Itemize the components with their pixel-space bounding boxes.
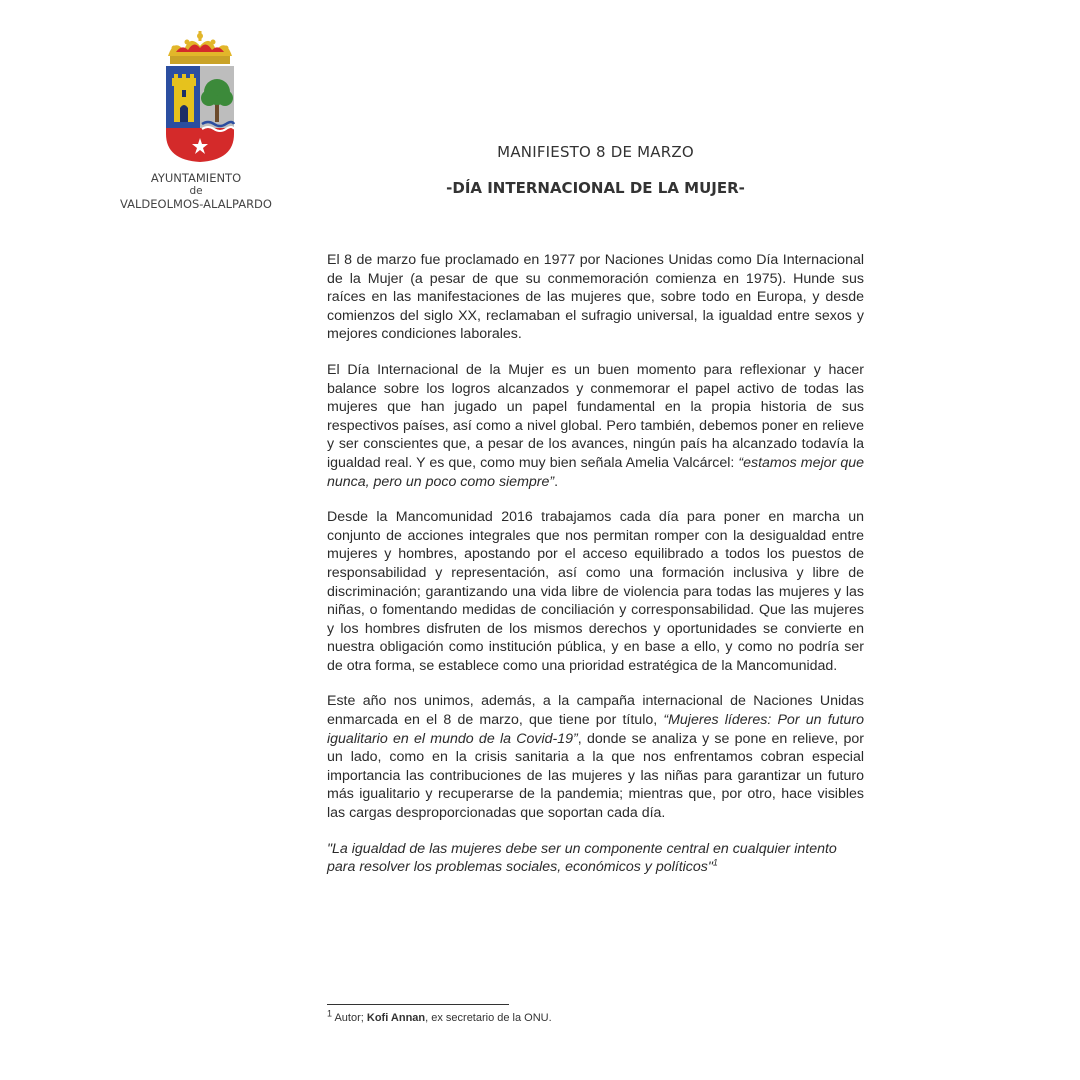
footnote-label: Autor; <box>332 1012 367 1024</box>
document-subtitle: -DÍA INTERNACIONAL DE LA MUJER- <box>446 179 745 197</box>
paragraph-4-text: Este año nos unimos, además, a la campaña internacional de Naciones Unidas enmarcada en el 8 de marzo, que tiene por título, <box>327 693 864 729</box>
logo-line-2: de <box>189 185 203 197</box>
document-title: MANIFIESTO 8 DE MARZO <box>497 143 694 161</box>
paragraph-4 <box>327 692 864 822</box>
footnote <box>327 1008 552 1024</box>
footnote-divider <box>327 1004 509 1005</box>
paragraph-2-text: El Día Internacional de la Mujer es un buen momento para reflexionar y hacer balance sobre los logros alcanzados y conmemorar el papel activo de todas las mujeres que han jugado un papel fundamental en la propia historia de sus respectivos países, así como a nivel global. Pero también, debemos poner en relieve y ser conscientes que, a pesar de los avances, ningún país ha alcanzado todavía la igualdad real. Y es que, como muy bien señala Amelia Valcárcel: <box>327 361 864 471</box>
municipal-logo <box>116 28 296 214</box>
document-body <box>327 251 864 894</box>
closing-quote <box>327 840 864 877</box>
footnote-number: 1 <box>327 1008 333 1019</box>
closing-quote-text: "La igualdad de las mujeres debe ser un componente central en cualquier intento para resolver los problemas sociales, económicos y políticos" <box>327 840 837 876</box>
logo-caption <box>116 172 276 211</box>
paragraph-3: Desde la Mancomunidad 2016 trabajamos cada día para poner en marcha un conjunto de acciones integrales que nos permitan romper con la desigualdad entre mujeres y hombres, apostando por el acceso equilibrado a todos los puestos de responsabilidad y representación, así como una formación inclusiva y libre de discriminación; garantizando una vida libre de violencia para todas las mujeres y las niñas, o fomentando medidas de conciliación y corresponsabilidad. Que las mujeres y los hombres disfruten de los mismos derechos y oportunidades se convierte en nuestra obligación como institución pública, y en base a ello, y como no podría ser de otra forma, se establece como una prioridad estratégica de la Mancomunidad. <box>327 509 864 674</box>
paragraph-1: El 8 de marzo fue proclamado en 1977 por Naciones Unidas como Día Internacional de la Mujer (a pesar de que su conmemoración comienza en 1975). Hunde sus raíces en las manifestaciones de las mujeres que, sobre todo en Europa, y desde comienzos del siglo XX, reclamaban el sufragio universal, la igualdad entre sexos y mejores condiciones laborales. <box>327 252 864 343</box>
logo-line-1: AYUNTAMIENTO <box>150 171 242 185</box>
paragraph-4-rest: , donde se analiza y se pone en relieve, por un lado, como en la crisis sanitaria a la que nos enfrentamos cobran especial importancia las contribuciones de las mujeres y las niñas para garantizar un futuro más igualitario y recuperarse de la pandemia; mientras que, por otro, hace visibles las cargas desproporcionadas que soportan cada día. <box>327 730 864 822</box>
coat-of-arms-icon <box>160 28 240 164</box>
campaign-title: “Mujeres líderes: Por un futuro igualitario en el mundo de la Covid-19” <box>327 712 864 747</box>
footnote-reference: 1 <box>712 857 718 868</box>
paragraph-2-end: . <box>554 473 559 490</box>
paragraph-2 <box>327 361 864 491</box>
footnote-author: Kofi Annan <box>366 1012 426 1024</box>
footnote-rest: , ex secretario de la ONU. <box>425 1012 552 1024</box>
logo-line-3: VALDEOLMOS-ALALPARDO <box>120 197 272 211</box>
valcarcel-quote: “estamos mejor que nunca, pero un poco como siempre” <box>327 454 864 490</box>
